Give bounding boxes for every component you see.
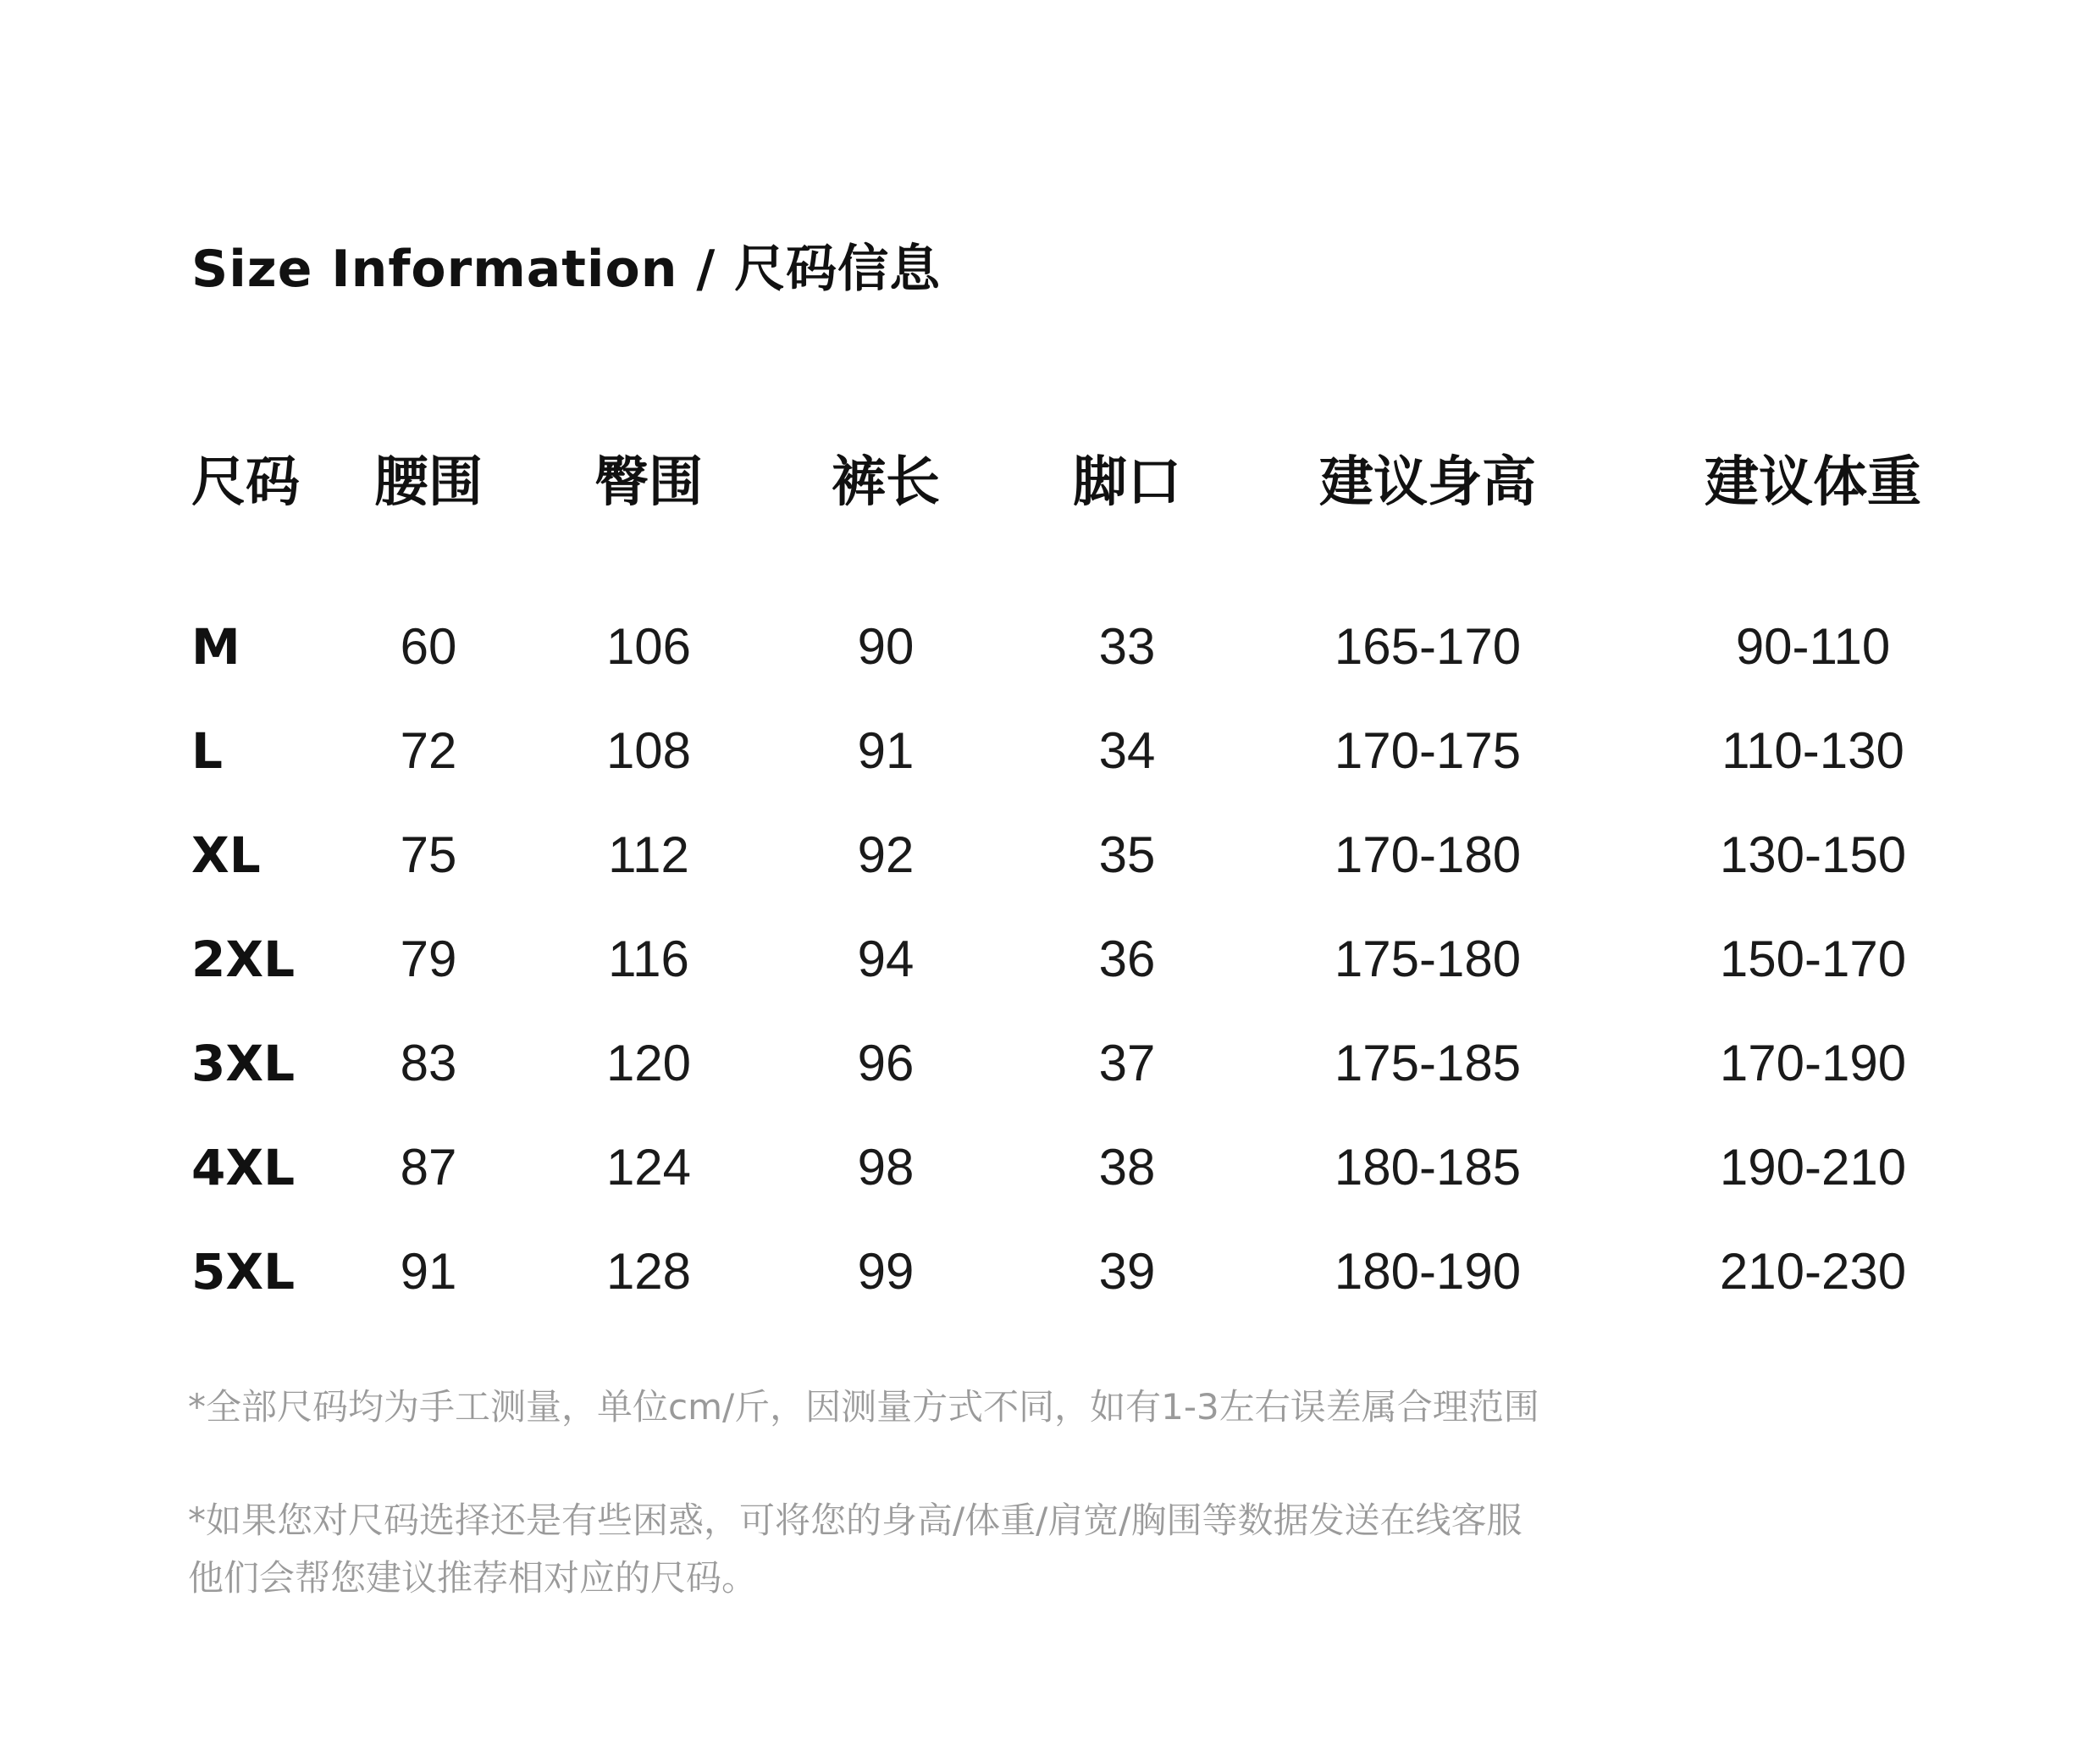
header-length: 裤长 bbox=[832, 451, 940, 514]
weight-range: 170-190 bbox=[1719, 1035, 1907, 1091]
table-row bbox=[191, 1115, 2020, 1219]
leg-opening-value: 33 bbox=[1098, 618, 1156, 675]
table-header-row bbox=[191, 432, 2020, 523]
size-label: 2XL bbox=[191, 930, 296, 988]
page-title: Size Information / 尺码信息 bbox=[191, 240, 942, 299]
weight-range: 130-150 bbox=[1719, 826, 1907, 883]
length-value: 96 bbox=[857, 1035, 915, 1091]
hip-value: 108 bbox=[605, 722, 692, 779]
waist-value: 79 bbox=[400, 931, 457, 987]
weight-range: 150-170 bbox=[1719, 931, 1907, 987]
notes-section bbox=[188, 1378, 1539, 1607]
length-value: 94 bbox=[857, 931, 915, 987]
weight-range: 190-210 bbox=[1719, 1139, 1907, 1196]
table-row bbox=[191, 699, 2020, 803]
length-value: 92 bbox=[857, 826, 915, 883]
length-value: 98 bbox=[857, 1139, 915, 1196]
table-row bbox=[191, 907, 2020, 1011]
waist-value: 91 bbox=[400, 1243, 457, 1300]
advice-note-line-1: *如果您对尺码选择还是有些困惑，可将您的身高/体重/肩宽/胸围等数据发送在线客服 bbox=[188, 1500, 1522, 1541]
weight-range: 210-230 bbox=[1719, 1243, 1907, 1300]
hip-value: 106 bbox=[605, 618, 692, 675]
height-range: 175-185 bbox=[1334, 1035, 1522, 1091]
header-leg-opening: 脚口 bbox=[1073, 451, 1181, 514]
table-row bbox=[191, 1011, 2020, 1115]
size-label: 4XL bbox=[191, 1138, 296, 1196]
leg-opening-value: 35 bbox=[1098, 826, 1156, 883]
waist-value: 72 bbox=[400, 722, 457, 779]
height-range: 180-190 bbox=[1334, 1243, 1522, 1300]
weight-range: 110-130 bbox=[1721, 722, 1904, 779]
height-range: 170-180 bbox=[1334, 826, 1522, 883]
waist-value: 83 bbox=[400, 1035, 457, 1091]
table-row bbox=[191, 594, 2020, 699]
hip-value: 116 bbox=[608, 931, 689, 987]
header-suggested-weight: 建议体重 bbox=[1705, 451, 1921, 514]
height-range: 175-180 bbox=[1334, 931, 1522, 987]
leg-opening-value: 38 bbox=[1098, 1139, 1156, 1196]
size-label: L bbox=[191, 721, 223, 780]
size-label: 3XL bbox=[191, 1034, 296, 1092]
height-range: 165-170 bbox=[1334, 618, 1522, 675]
hip-value: 112 bbox=[608, 826, 689, 883]
header-hip: 臀围 bbox=[594, 451, 703, 514]
header-size: 尺码 bbox=[191, 451, 300, 514]
hip-value: 120 bbox=[605, 1035, 692, 1091]
weight-range: 90-110 bbox=[1735, 618, 1891, 675]
header-waist: 腰围 bbox=[374, 451, 483, 514]
table-row bbox=[191, 1219, 2020, 1323]
height-range: 170-175 bbox=[1334, 722, 1522, 779]
size-label: XL bbox=[191, 826, 261, 884]
waist-value: 87 bbox=[400, 1139, 457, 1196]
hip-value: 124 bbox=[605, 1139, 692, 1196]
length-value: 99 bbox=[857, 1243, 915, 1300]
length-value: 90 bbox=[857, 618, 915, 675]
leg-opening-value: 39 bbox=[1098, 1243, 1156, 1300]
size-label: M bbox=[191, 617, 240, 676]
leg-opening-value: 37 bbox=[1098, 1035, 1156, 1091]
height-range: 180-185 bbox=[1334, 1139, 1522, 1196]
waist-value: 60 bbox=[400, 618, 457, 675]
length-value: 91 bbox=[857, 722, 915, 779]
size-table bbox=[191, 432, 2020, 1323]
header-suggested-height: 建议身高 bbox=[1319, 451, 1536, 514]
measurement-note: *全部尺码均为手工测量，单位cm/斤，因测量方式不同，如有1-3左右误差属合理范围 bbox=[188, 1386, 1539, 1428]
advice-note-line-2: 他们会帮您建议推荐相对应的尺码。 bbox=[188, 1557, 758, 1599]
hip-value: 128 bbox=[605, 1243, 692, 1300]
leg-opening-value: 34 bbox=[1098, 722, 1156, 779]
waist-value: 75 bbox=[400, 826, 457, 883]
table-row bbox=[191, 803, 2020, 907]
leg-opening-value: 36 bbox=[1098, 931, 1156, 987]
size-label: 5XL bbox=[191, 1242, 296, 1301]
